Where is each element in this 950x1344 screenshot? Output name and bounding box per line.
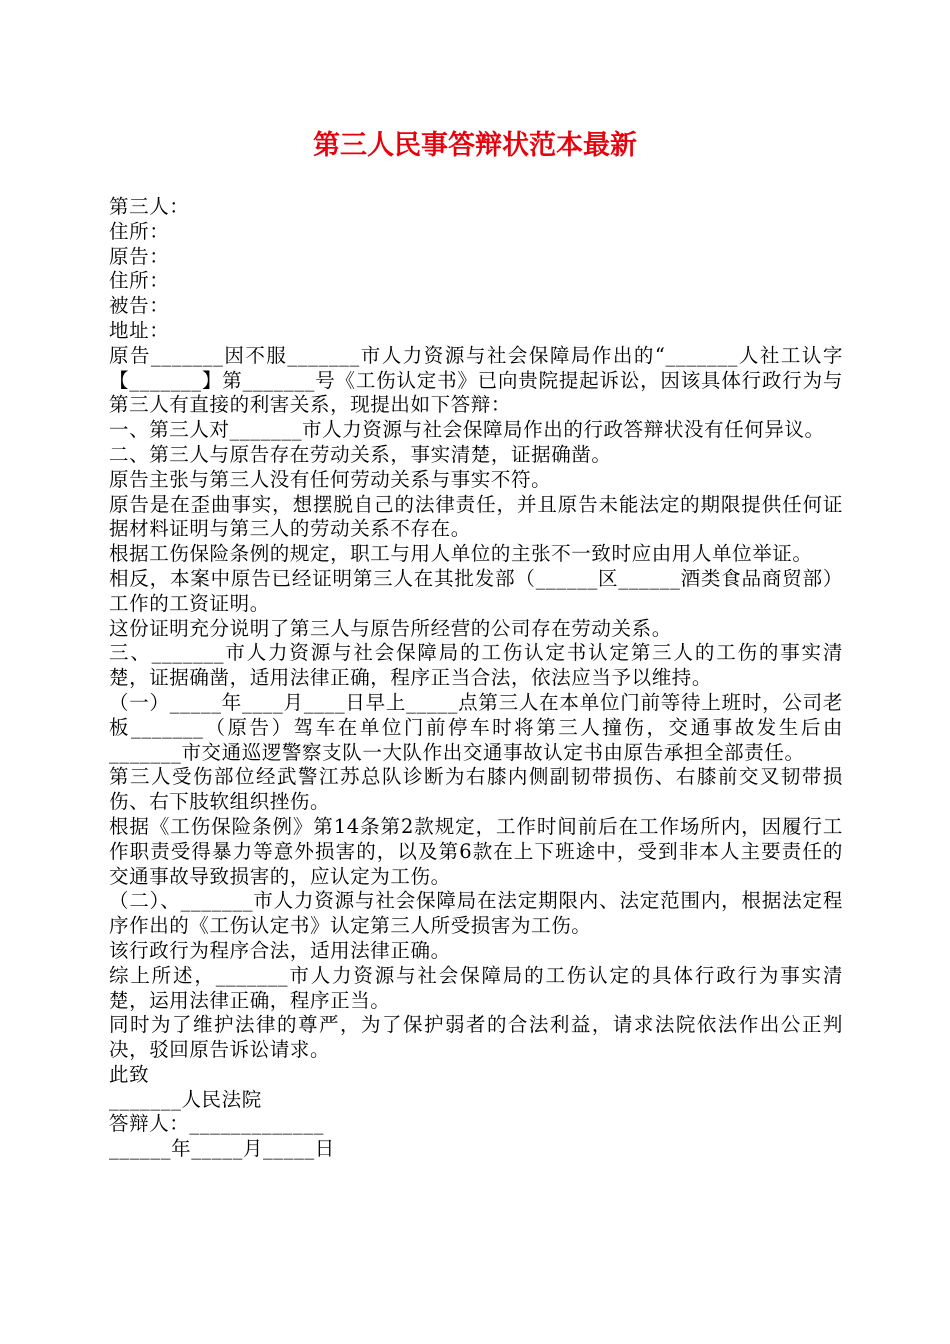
field-defendant: 被告： — [109, 294, 170, 318]
body-paragraph: 这份证明充分说明了第三人与原告所经营的公司存在劳动关系。 — [109, 616, 672, 640]
body-paragraph: 原告是在歪曲事实，想摆脱自己的法律责任，并且原告未能法定的期限提供任何证据材料证明与第三人的劳动关系不存在。 — [109, 492, 843, 541]
field-third-party: 第三人： — [109, 195, 190, 218]
body-paragraph: 根据《工伤保险条例》第14条第2款规定，工作时间前后在工作场所内，因履行工作职责受得暴力等意外损害的，以及第6款在上下班途中，受到非本人主要责任的交通事故导致损害的，应认定为工伤。 — [109, 814, 843, 888]
body-paragraph: 二、第三人与原告存在劳动关系，事实清楚，证据确凿。 — [109, 442, 612, 466]
respondent-signature-line: 答辩人：_____________ — [109, 1112, 324, 1136]
field-defendant-address: 地址： — [109, 318, 170, 342]
field-plaintiff: 原告： — [109, 244, 170, 268]
body-paragraph: （二）、_______市人力资源与社会保障局在法定期限内、法定范围内，根据法定程序作出的《工伤认定书》认定第三人所受损害为工伤。 — [109, 889, 843, 938]
document-title: 第三人民事答辩状范本最新 — [313, 130, 637, 161]
field-third-party-address: 住所： — [109, 219, 170, 243]
body-paragraph: 三、_______市人力资源与社会保障局的工伤认定书认定第三人的工伤的事实清楚，证据确凿，适用法律正确，程序正当合法，依法应当予以维持。 — [109, 641, 843, 690]
salutation: 此致 — [109, 1062, 150, 1086]
body-paragraph: 相反，本案中原告已经证明第三人在其批发部（______区______酒类食品商贸部）工作的工资证明。 — [109, 566, 843, 615]
body-paragraph: 同时为了维护法律的尊严，为了保护弱者的合法利益，请求法院依法作出公正判决，驳回原告诉讼请求。 — [109, 1013, 843, 1062]
body-paragraph: 该行政行为程序合法，适用法律正确。 — [109, 938, 451, 962]
body-paragraph: 一、第三人对_______市人力资源与社会保障局作出的行政答辩状没有任何异议。 — [109, 418, 825, 442]
body-paragraph: 原告主张与第三人没有任何劳动关系与事实不符。 — [109, 467, 552, 491]
body-paragraph: 原告_______因不服_______市人力资源与社会保障局作出的“_______人社工认字【_______】第_______号《工伤认定书》已向贵院提起诉讼，因该具体行政行为与第三人有直接的利害关系，现提出如下答辩： — [109, 343, 843, 417]
document-body — [109, 195, 843, 1162]
body-paragraph: 根据工伤保险条例的规定，职工与用人单位的主张不一致时应由用人单位举证。 — [109, 542, 813, 566]
body-paragraph: 第三人受伤部位经武警江苏总队诊断为右膝内侧副韧带损伤、右膝前交叉韧带损伤、右下肢软组织挫伤。 — [109, 765, 843, 814]
field-plaintiff-address: 住所： — [109, 269, 170, 293]
body-paragraph: （一）_____年____月____日早上_____点第三人在本单位门前等待上班时，公司老板_______（原告）驾车在单位门前停车时将第三人撞伤，交通事故发生后由_______市交通巡逻警察支队一大队作出交通事故认定书由原告承担全部责任。 — [109, 690, 843, 764]
date-line: ______年_____月_____日 — [109, 1137, 335, 1161]
court-recipient: _______人民法院 — [109, 1087, 262, 1111]
body-paragraph: 综上所述，_______市人力资源与社会保障局的工伤认定的具体行政行为事实清楚，运用法律正确，程序正当。 — [109, 963, 843, 1012]
